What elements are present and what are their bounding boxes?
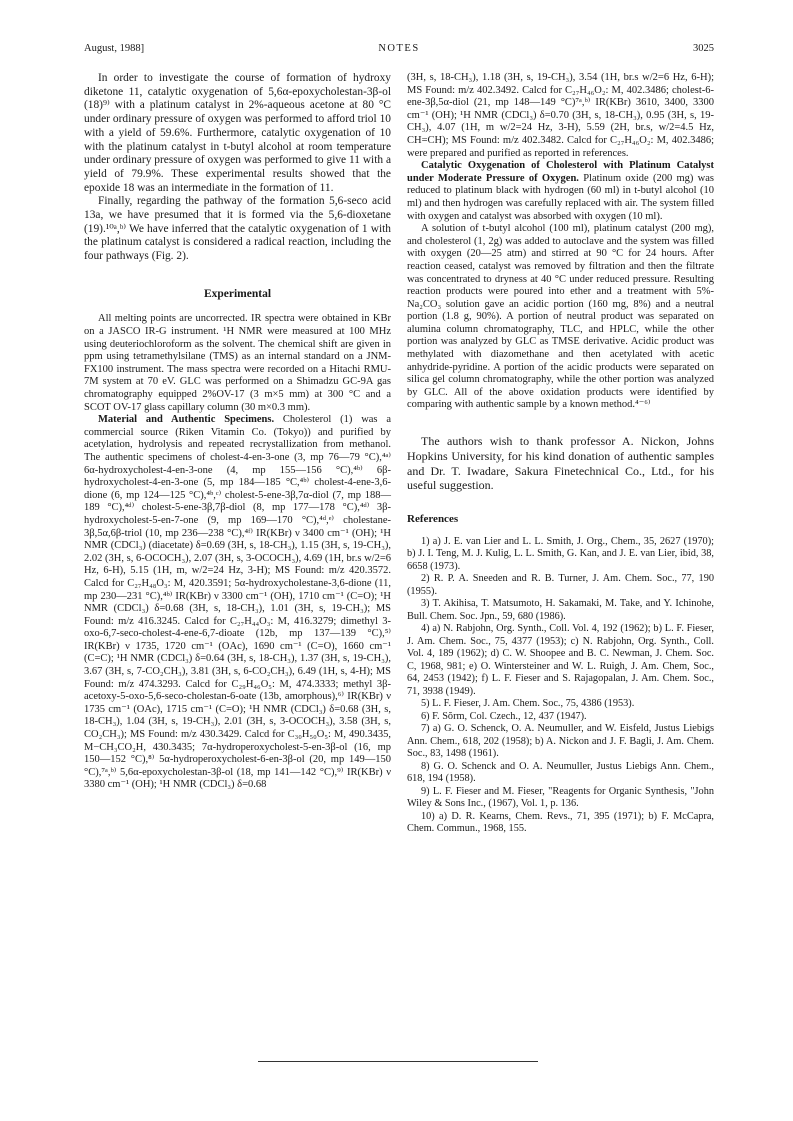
reference-item: 6) F. Sŏrm, Col. Czech., 12, 437 (1947). [421,710,587,722]
intro-section [84,72,391,264]
solution-paragraph: A solution of t-butyl alcohol (100 ml), platinum catalyst (200 mg), and cholesterol (1, 2g) was added to autoclave and the system was filled with oxygen (20—25 atm) and stirred at 90 °C for 24 hours. After reaction ceased, catalyst was removed by filtration and then the filtrate was concentrated to dryness at 40 °C under reduced pressure. Resulting reaction products were poured into ether and a treatment with 5%-Na₂CO₃ solution gave an acidic portion (160 mg, 8%) and a neutral portion (1.8 g, 90%). A portion of neutral product was separated on alumina column chromatography, TLC, and HPLC, while the other portion was analyzed by GLC as TMSE derivative. Acidic product was methylated with diazomethane and then acetylated with acetic anhydride-pyridine. A portion of the acidic products were separated on silica gel column chromatography, while the other portion was analyzed by GLC. All of the above oxidation products were identified by comparing with authentic sample by a known method.⁴⁻⁶⁾ [407,223,714,411]
footer-rule [258,1061,538,1062]
intro-paragraph-2: Finally, regarding the pathway of the formation 5,6-seco acid 13a, we have presumed that it is formed via the 5,6-dioxetane (19).¹⁰ᵃ,ᵇ⁾ We have inferred that the catalytic oxygenation of 1 with the platinum catalyst is considered a radical reaction, including the four pathways (Fig. 2). [84,195,391,263]
header-section: NOTES [378,43,420,54]
reference-item: 4) a) N. Rabjohn, Org. Synth., Coll. Vol. 4, 192 (1962); b) L. F. Fieser, J. Am. Chem. Soc., 75, 4377 (1953); c) N. Rabjohn, Org. Synth., Coll. Vol. 4, 189 (1962); d) C. W. Shoopee and B. C. Newman, J. Chem. Soc. C, 1968, 981; e) O. Wintersteiner and W. L. Ruigh, J. Am. Chem, Soc., 64, 2453 (1942); f) L. F. Fieser and S. Rajagopalan, J. Am. Chem. Soc., 71, 3938 (1949). [407,623,714,697]
reference-item: 3) T. Akihisa, T. Matsumoto, H. Sakamaki, M. Take, and Y. Ichinohe, Bull. Chem. Soc. Jpn., 59, 680 (1986). [407,598,714,622]
materials-paragraph [84,414,391,792]
reference-item: 8) G. O. Schenck and O. A. Neumuller, Justus Liebigs Ann. Chem., 618, 194 (1958). [407,760,714,785]
reference-item: 9) L. F. Fieser and M. Fieser, "Reagents for Organic Synthesis, "John Wiley & Sons Inc., (1967), Vol. 1, p. 136. [407,785,714,810]
reference-item: 10) a) D. R. Kearns, Chem. Revs., 71, 395 (1971); b) F. McCapra, Chem. Commun., 1968, 155. [407,810,714,835]
materials-text: Cholesterol (1) was a commercial source (Riken Vitamin Co. (Tokyo)) and purified by acetylation, hydrolysis and repeated recrystallization from methanol. The authentic specimens of cholest-4-en-3-one (3, mp 76—79 °C),⁴ᵃ⁾ 6α-hydroxycholest-4-en-3-one (4, mp 155—156 °C),⁴ᵇ⁾ 6β-hydroxycholest-4-en-3-one (5, mp 184—185 °C,⁴ᵇ⁾ cholest-4-ene-3,6-dione (6, mp 124—125 °C),⁴ᵇ,ᶜ⁾ cholest-5-ene-3β,7α-diol (7, mp 188—189 °C),⁴ᵈ⁾ cholest-5-ene-3β,7β-diol (8, mp 177—178 °C),⁴ᵈ⁾ 3β-hydroxycholest-5-en-7-one (9, mp 169—170 °C),⁴ᵈ,ᵉ⁾ cholestane-3β,5α,6β-triol (10, mp 236—238 °C),⁴ᶠ⁾ IR(KBr) ν 3400 cm⁻¹ (OH); ¹H NMR (CDCl₃) (diacetate) δ=0.69 (3H, s, 18-CH₃), 1.15 (3H, s, 19-CH₃), 2.02 (3H, s, 6-OCOCH₃), 2.07 (3H, s, 3-OCOCH₃), 4.69 (1H, br.s w/2=6 Hz, 6-H), 5.15 (1H, m, w/2=24 Hz, 3-H); MS Found: m/z 420.3572. Calcd for C₂₇H₄₈O₃: M, 420.3591; 5α-hydroxycholestane-3,6-dione (11, mp 230—231 °C),⁴ᵇ⁾ IR(KBr) ν 3300 cm⁻¹ (OH), 1710 cm⁻¹ (C=O); ¹H NMR (CDCl₃) δ=0.68 (3H, s, 18-CH₃), 1.01 (3H, s, 19-CH₃); MS Found: m/z 416.3245. Calcd for C₂₇H₄₄O₃: M, 416.3279; dimethyl 3-oxo-6,7-seco-cholest-4-ene-6,7-dioate (12b, mp 137—139 °C),⁵⁾ IR(KBr) ν 1735, 1720 cm⁻¹ (OAc), 1690 cm⁻¹ (C=O), 1660 cm⁻¹ (C=C); ¹H NMR (CDCl₃) δ=0.64 (3H, s, 18-CH₃), 1.37 (3H, s, 19-CH₃), 3.67 (3H, s, 7-CO₂CH₃), 3.81 (3H, s, 6-CO₂CH₃), 6.49 (1H, s, 4-H); MS Found: m/z 474.3293. Calcd for C₂₉H₄₆O₅: M, 474.3333; methyl 3β-acetoxy-5-oxo-5,6-seco-cholestan-6-oate (13b, amorphous),⁶⁾ IR(KBr) ν 1735 cm⁻¹ (OAc), 1715 cm⁻¹ (C=O); ¹H NMR (CDCl₃) δ=0.68 (3H, s, 18-CH₃), 1.04 (3H, s, 19-CH₃), 2.01 (3H, s, 3-OCOCH₃), 3.58 (3H, s, CO₂CH₃); MS Found: m/z 430.3429. Calcd for C₃₀H₅₀O₅: M, 490.3435, M−CH₃CO₂H, 430.3435; 7α-hydroperoxycholest-5-en-3β-ol (16, mp 150—152 °C),⁸⁾ 5α-hydroperoxycholest-6-en-3β-ol (20, mp 149—150 °C),⁷ᵃ,ᵇ⁾ 5,6α-epoxycholestan-3β-ol (18, mp 141—142 °C),⁹⁾ IR(KBr) ν 3380 cm⁻¹ (OH); ¹H NMR (CDCl₃) δ=0.68 [84,414,391,791]
header-page-number: 3025 [693,43,714,54]
catalytic-heading: Catalytic Oxygenation of Cholesterol with Platinum Catalyst under Moderate Pressure of Oxygen. [407,160,714,184]
reference-item: 2) R. P. A. Sneeden and R. B. Turner, J. Am. Chem. Soc., 77, 190 (1955). [407,573,714,597]
catalytic-text: Platinum oxide (200 mg) was reduced to platinum black with hydrogen (60 ml) in t-butyl alcohol (10 ml) and then hydrogen was carefully replaced with air. The system filled with oxygen and catalyst was absorbed with oxygen (10 ml). [407,172,714,222]
header-date: August, 1988] [84,43,145,54]
reference-item: 7) a) G. O. Schenck, O. A. Neumuller, and W. Eisfeld, Justus Liebigs Ann. Chem., 618, 202 (1958); b) A. Nickon and J. F. Bagli, J. Am. Chem. Soc., 83, 1498 (1961). [407,723,714,760]
experimental-intro-paragraph: All melting points are uncorrected. IR spectra were obtained in KBr on a JASCO IR-G instrument. ¹H NMR were measured at 100 MHz using deuteriochloroform as the solvent. The chemical shift are given in ppm using tetramethylsilane (TMS) as an internal standard on a JNM-FX100 instrument. The mass spectra were recorded on a Hitachi RMU-7M system at 70 eV. GLC was performed on a Shimadzu GC-9A gas chromatography equipped 2%OV-17 (3 m×5 mm) at 300 °C and a SCOT OV-17 glass capillary column (30 m×0.3 mm). [84,313,391,413]
left-column [84,72,391,792]
reference-item: 1) a) J. E. van Lier and L. L. Smith, J. Org., Chem., 35, 2627 (1970); b) J. I. Teng, M. J. Kulig, L. L. Smith, G. Kan, and J. E. van Lier, ibid, 38, 6658 (1973). [407,535,714,572]
acknowledgement-paragraph: The authors wish to thank professor A. Nickon, Johns Hopkins University, for his kind donation of authentic samples and Dr. T. Iwadare, Sakura Finetechnical Co., Ltd., for his useful suggestion. [407,434,714,493]
experimental-heading: Experimental [203,287,272,300]
reference-item: 5) L. F. Fieser, J. Am. Chem. Soc., 75, 4386 (1953). [421,698,635,710]
references-list [407,536,714,836]
materials-heading: Material and Authentic Specimens. [98,414,275,426]
catalytic-paragraph [407,160,714,223]
right-column [407,72,714,836]
acknowledgement-section [407,434,714,493]
intro-paragraph-1: In order to investigate the course of formation of hydroxy diketone 11, catalytic oxygenation of 5,6α-epoxycholestan-3β-ol (18)⁹⁾ with a platinum catalyst in 2%-aqueous acetone at 80 °C under ordinary pressure of oxygen was performed to afford triol 10 with a yield of 59.6%. Furthermore, catalytic oxygenation of 10 with the platinum catalyst in t-butyl alcohol at room temperature under ordinary pressure of oxygen was performed to give 11 with a yield of 79.9%. These experimental results showed that the epoxide 18 was an intermediate in the formation of 11. [84,72,391,194]
continuation-paragraph: (3H, s, 18-CH₃), 1.18 (3H, s, 19-CH₃), 3.54 (1H, br.s w/2=6 Hz, 6-H); MS Found: m/z 402.3492. Calcd for C₂₇H₄₆O₂: M, 402.3486; cholest-6-ene-3β,5α-diol (21, mp 148—149 °C)⁷ᵃ,ᵇ⁾ IR(KBr) 3610, 3400, 3300 cm⁻¹ (OH); ¹H NMR (CDCl₃) δ=0.70 (3H, s, 18-CH₃), 0.95 (3H, s, 19-CH₃), 4.07 (1H, m w/2=24 Hz, 3-H), 5.59 (2H, br.s, w/2=4.5 Hz, CH=CH); MS Found: m/z 402.3482. Calcd for C₂₇H₄₆O₂: M, 402.3486; were prepared and purified as reported in references. [407,72,714,159]
page-header [84,42,714,56]
references-heading: References [407,513,459,526]
